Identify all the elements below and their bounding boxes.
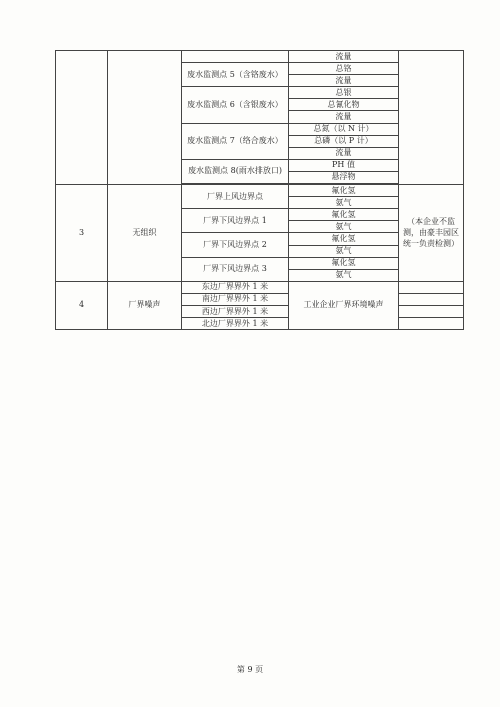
table-row (56, 281, 464, 293)
cell-note-empty (399, 318, 464, 330)
cell-point: 南边厂界界外 1 米 (182, 293, 289, 305)
cell-param: 氨气 (289, 269, 399, 281)
page-number: 第 9 页 (236, 665, 264, 674)
cell-point: 废水监测点 5（含铬废水） (182, 63, 289, 87)
cell-note-empty (399, 293, 464, 305)
cell-point: 厂界下风边界点 2 (182, 233, 289, 257)
cell-num-cont (56, 51, 108, 185)
cell-param: 氟化氢 (289, 257, 399, 269)
cell-category-cont (108, 51, 182, 185)
cell-category: 厂界噪声 (108, 281, 182, 329)
cell-param: 总氮（以 N 计） (289, 123, 399, 135)
cell-param: 氨气 (289, 245, 399, 257)
cell-point: 西边厂界界外 1 米 (182, 305, 289, 317)
cell-param: 流量 (289, 147, 399, 159)
cell-note: （本企业不监测，由豪丰园区统一负责检测） (399, 185, 464, 282)
cell-point: 废水监测点 8(雨水排放口) (182, 159, 289, 183)
cell-param: 流量 (289, 51, 399, 63)
cell-point: 厂界上风边界点 (182, 185, 289, 209)
cell-point: 北边厂界界外 1 米 (182, 318, 289, 330)
cell-param: 总铬 (289, 63, 399, 75)
cell-param: 总氰化物 (289, 99, 399, 111)
cell-category: 无组织 (108, 185, 182, 282)
cell-param: 氟化氢 (289, 185, 399, 197)
cell-param: 氨气 (289, 221, 399, 233)
cell-param: 流量 (289, 75, 399, 87)
cell-param: 总银 (289, 87, 399, 99)
cell-point: 废水监测点 7（络合废水） (182, 123, 289, 159)
cell-point: 废水监测点 6（含银废水） (182, 87, 289, 123)
cell-param: 氨气 (289, 197, 399, 209)
cell-point: 厂界下风边界点 3 (182, 257, 289, 281)
cell-note-empty (399, 281, 464, 293)
cell-section-num: 4 (56, 281, 108, 329)
monitoring-table (55, 50, 464, 330)
cell-param: 总磷（以 P 计） (289, 135, 399, 147)
cell-point: 东边厂界界外 1 米 (182, 281, 289, 293)
cell-note-cont (399, 51, 464, 185)
cell-param: 氟化氢 (289, 233, 399, 245)
table-row (56, 51, 464, 63)
cell-note-empty (399, 305, 464, 317)
cell-point (182, 51, 289, 63)
table-row (56, 185, 464, 197)
cell-point: 厂界下风边界点 1 (182, 209, 289, 233)
cell-param: 流量 (289, 111, 399, 123)
cell-param: PH 值 (289, 159, 399, 171)
cell-section-num: 3 (56, 185, 108, 282)
cell-param: 工业企业厂界环境噪声 (289, 281, 399, 329)
cell-param: 悬浮物 (289, 171, 399, 183)
cell-param: 氟化氢 (289, 209, 399, 221)
